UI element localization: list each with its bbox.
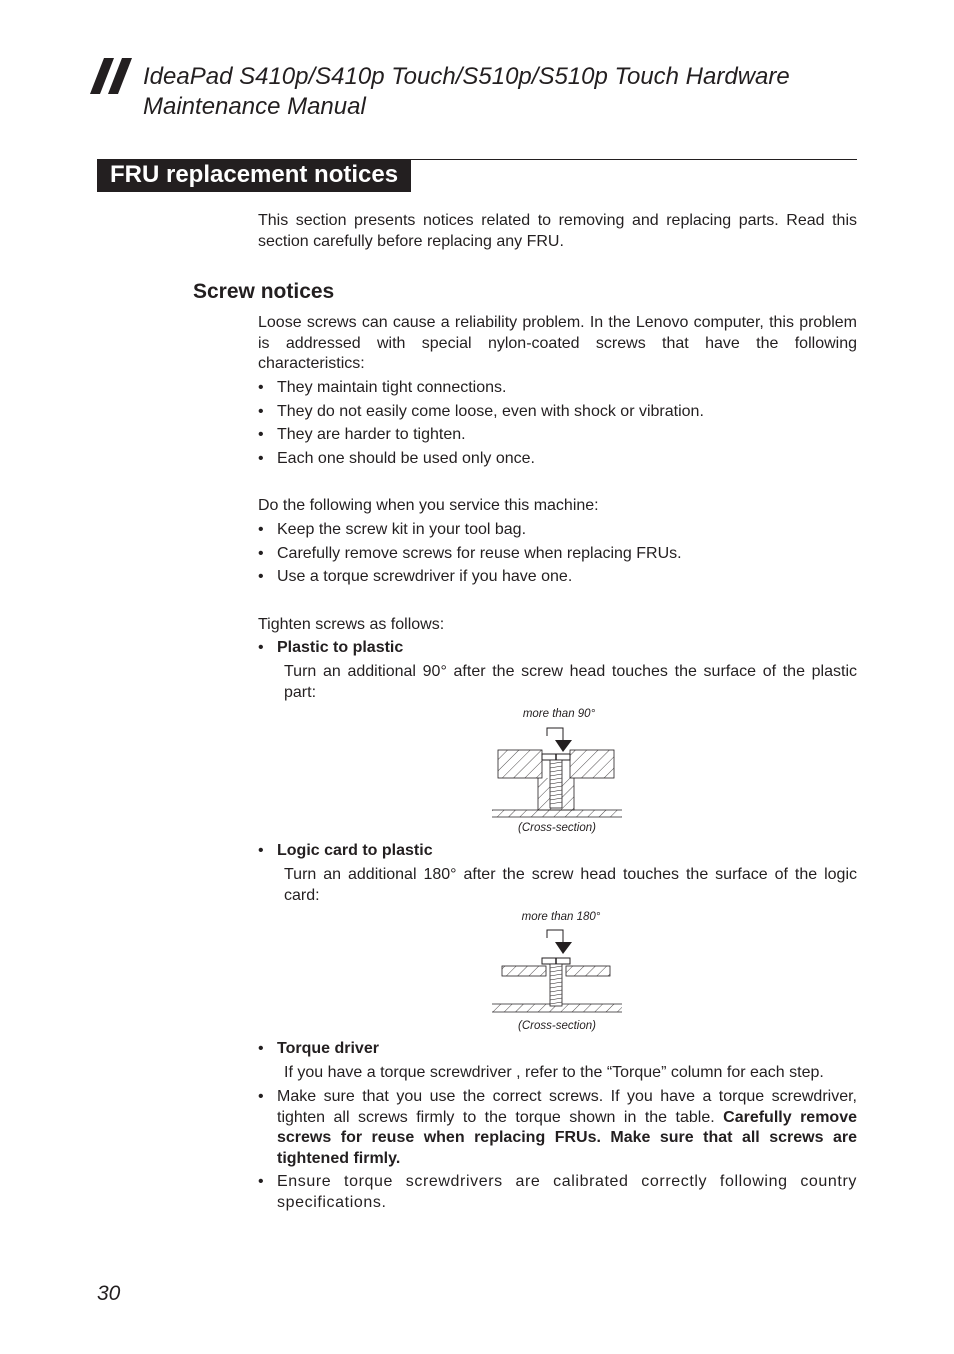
document-title-line-2: Maintenance Manual: [143, 93, 366, 120]
list-item: • Make sure that you use the correct screws. If you have a torque screwdriver, tighten all screws firmly to the torque shown in the table. Carefully remove screws for reuse when replacing FRUs. Make sure that all screws are tightened firmly.: [258, 1088, 857, 1167]
rotation-arrow-icon: [547, 930, 572, 954]
double-slash-icon: [90, 58, 136, 94]
list-item: • Ensure torque screwdrivers are calibrated correctly following country specifications.: [258, 1173, 857, 1211]
list-item: • They do not easily come loose, even with shock or vibration.: [258, 402, 704, 420]
list-item: • Carefully remove screws for reuse when replacing FRUs.: [258, 544, 682, 562]
list-item: • Keep the screw kit in your tool bag.: [258, 521, 527, 538]
logic-card-text: Turn an additional 180° after the screw head touches the surface of the logic card:: [284, 866, 857, 904]
screw-notices-heading: Screw notices: [193, 280, 335, 303]
service-steps-list: [258, 520, 857, 591]
logic-card-bullet: [258, 841, 857, 865]
plastic-screw-figure: [490, 722, 630, 822]
list-item-text: They do not easily come loose, even with shock or vibration.: [277, 402, 704, 420]
final-bullet-1-normal: Make sure that you use the correct screws. If you have a torque screwdriver, tighten all screws firmly to the torque shown in the table.: [277, 1088, 857, 1126]
list-item: • Logic card to plastic: [258, 842, 433, 859]
list-item: • Plastic to plastic: [258, 639, 404, 656]
final-bullet-1-bold: Carefully remove screws for reuse when replacing FRUs. Make sure that all screws are tightened firmly.: [277, 1108, 857, 1167]
list-item-text: They are harder to tighten.: [277, 426, 466, 443]
list-item: • Torque driver: [258, 1040, 379, 1057]
characteristics-list: [258, 378, 857, 472]
plastic-figure-top-caption: more than 90°: [522, 708, 596, 720]
list-item-text: Carefully remove screws for reuse when replacing FRUs.: [277, 544, 682, 562]
section-intro: This section presents notices related to removing and replacing parts. Read this section carefully before replacing any FRU.: [258, 212, 857, 250]
plastic-text: Turn an additional 90° after the screw head touches the surface of the plastic part:: [284, 663, 857, 701]
tighten-intro: Tighten screws as follows:: [258, 616, 445, 633]
logic-card-figure-top-caption: more than 180°: [521, 911, 601, 923]
section-title: FRU replacement notices: [97, 159, 411, 192]
logic-card-figure-bottom-caption: (Cross-section): [518, 1020, 596, 1032]
screw-notices-intro: Loose screws can cause a reliability problem. In the Lenovo computer, this problem is addressed with special nylon-coated screws that have the following characteristics:: [258, 314, 857, 372]
list-item: • Each one should be used only once.: [258, 449, 535, 467]
torque-text: If you have a torque screwdriver , refer to the “Torque” column for each step.: [284, 1064, 824, 1081]
document-title: [143, 62, 863, 122]
list-item-text: Each one should be used only once.: [277, 449, 535, 467]
service-intro: Do the following when you service this machine:: [258, 497, 599, 514]
torque-label: Torque driver: [277, 1040, 379, 1057]
page-number: 30: [97, 1282, 121, 1305]
rotation-arrow-icon: [547, 728, 572, 752]
list-item-text: Keep the screw kit in your tool bag.: [277, 521, 527, 538]
plastic-bullet: [258, 638, 857, 662]
document-title-line-1: IdeaPad S410p/S410p Touch/S510p/S510p Touch Hardware: [143, 63, 790, 90]
list-item-text: Use a torque screwdriver if you have one.: [277, 568, 573, 585]
torque-bullet: [258, 1039, 857, 1063]
plastic-label: Plastic to plastic: [277, 639, 404, 656]
list-item: • Use a torque screwdriver if you have one.: [258, 568, 573, 585]
list-item: • They maintain tight connections.: [258, 379, 507, 396]
final-bullet-2: Ensure torque screwdrivers are calibrated correctly following country specifications.: [277, 1173, 857, 1211]
plastic-figure-bottom-caption: (Cross-section): [518, 822, 596, 834]
logic-card-label: Logic card to plastic: [277, 842, 433, 859]
list-item-text: They maintain tight connections.: [277, 379, 507, 396]
logic-card-screw-figure: [490, 924, 630, 1020]
list-item: • They are harder to tighten.: [258, 426, 466, 443]
final-bullets-list: [258, 1087, 857, 1216]
